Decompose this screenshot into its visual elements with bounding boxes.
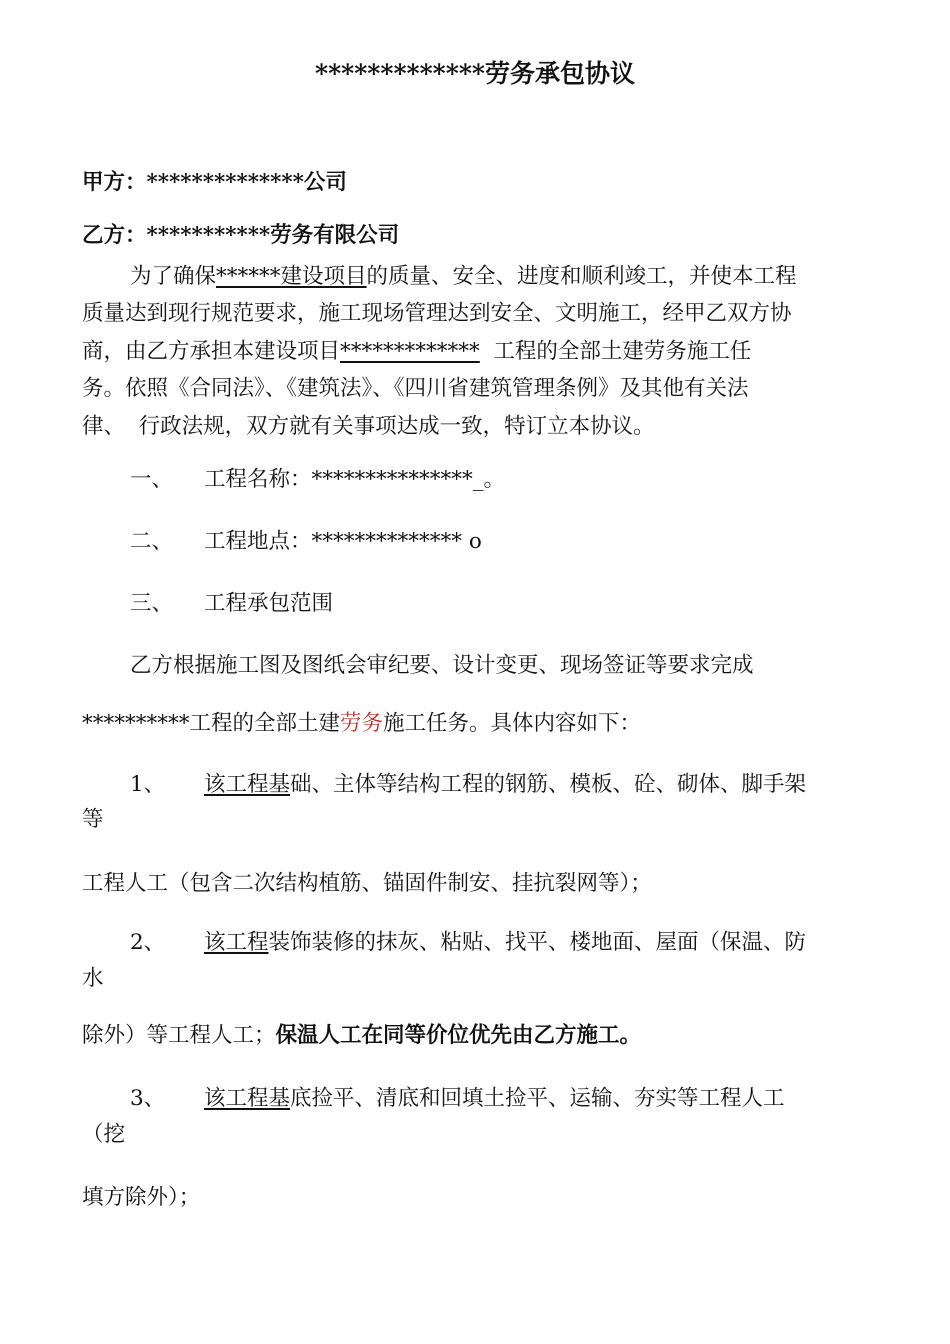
scope-text: **********工程的全部土建	[82, 711, 341, 736]
section-number: 二、	[130, 529, 174, 554]
party-b: 乙方：***********劳务有限公司	[82, 223, 400, 248]
preamble-text: 为了确保	[130, 264, 217, 289]
list-item	[130, 928, 806, 958]
party-a: 甲方：**************公司	[82, 170, 347, 195]
item-text: 底捡平、清底和回填土捡平、运输、夯实等工程人工	[290, 1086, 785, 1111]
preamble-text: 商，由乙方承担本建设项目	[82, 339, 341, 364]
item-text: 础、主体等结构工程的钢筋、模板、砼、砌体、脚手架	[290, 772, 807, 797]
project-name-underlined: ******建设项目	[216, 264, 367, 289]
preamble-line: 律、 行政法规，双方就有关事项达成一致，特订立本协议。	[82, 414, 655, 439]
preamble-line: 务。依照《合同法》、《建筑法》、《四川省建筑管理条例》及其他有关法	[82, 376, 749, 401]
item-number: 1、	[130, 772, 166, 797]
scope-line	[82, 709, 641, 739]
item-text: 装饰装修的抹灰、粘贴、找平、楼地面、屋面（保温、防	[268, 930, 807, 955]
item-number: 3、	[130, 1086, 166, 1111]
preamble-text: 工程的全部土建劳务施工任	[479, 339, 752, 364]
preamble-text: 的质量、安全、进度和顺利竣工，并使本工程	[366, 264, 797, 289]
section-number: 三、	[130, 591, 174, 616]
section-scope-heading	[130, 589, 333, 619]
item-underlined: 该工程基	[204, 772, 291, 797]
scope-line: 乙方根据施工图及图纸会审纪要、设计变更、现场签证等要求完成	[130, 653, 754, 678]
item-continuation	[82, 869, 652, 899]
preamble-line	[130, 262, 797, 292]
document-title: *************劳务承包协议	[315, 59, 635, 88]
list-item	[130, 770, 806, 800]
section-text: 工程地点：************** o	[204, 529, 482, 554]
section-number: 一、	[130, 467, 174, 492]
item-text: 除外）等工程人工；	[82, 1023, 276, 1048]
section-project-location	[130, 527, 482, 557]
item-continuation	[82, 1183, 200, 1213]
section-text: 工程承包范围	[204, 591, 334, 616]
item-underlined: 该工程	[204, 930, 269, 955]
item-number: 2、	[130, 930, 166, 955]
scope-text-highlight: 劳务	[340, 711, 384, 736]
preamble-line	[82, 337, 751, 367]
item-text-bold: 保温人工在同等价位优先由乙方施工。	[275, 1023, 642, 1048]
list-item	[130, 1084, 785, 1114]
item-wrap: （挖	[82, 1122, 126, 1147]
section-project-name	[130, 465, 505, 495]
item-wrap: 水	[82, 966, 104, 991]
scope-text: 施工任务。具体内容如下：	[383, 711, 642, 736]
section-text: 工程名称：***************_。	[204, 467, 506, 492]
preamble-line: 质量达到现行规范要求，施工现场管理达到安全、文明施工，经甲乙双方协	[82, 301, 792, 326]
project-placeholder-underlined: *************	[340, 339, 480, 364]
item-text: 工程人工（包含二次结构植筋、锚固件制安、挂抗裂网等）；	[82, 871, 652, 896]
item-continuation	[82, 1021, 641, 1051]
item-text: 填方除外）；	[82, 1185, 201, 1210]
item-wrap: 等	[82, 807, 104, 832]
item-underlined: 该工程基	[204, 1086, 291, 1111]
